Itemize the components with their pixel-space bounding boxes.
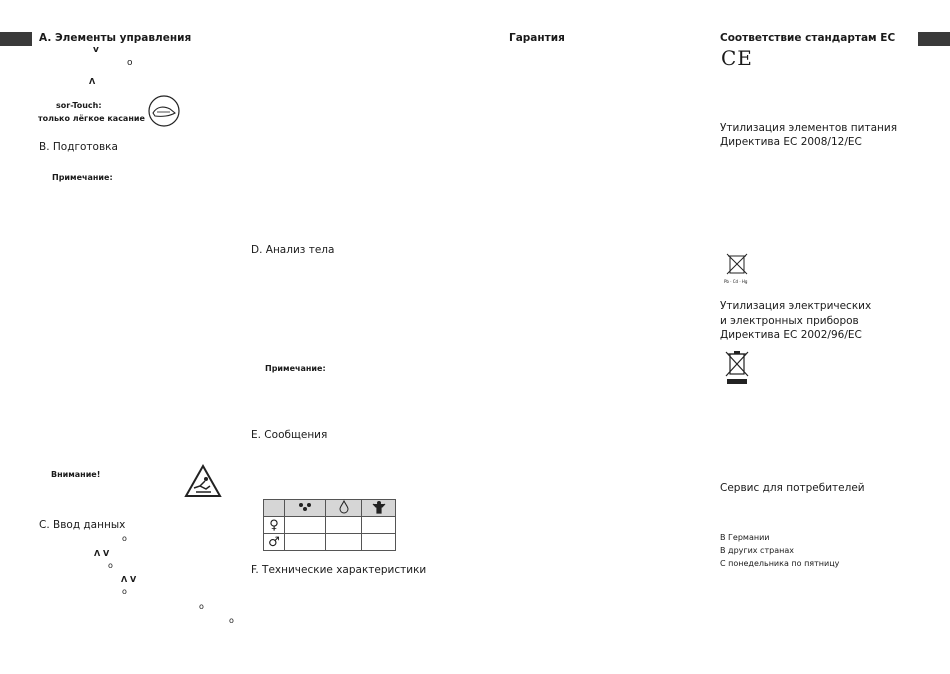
body-analysis-table xyxy=(263,499,396,551)
circle-button-icon: o xyxy=(122,534,127,543)
circle-button-icon: o xyxy=(127,58,133,68)
section-d-title: D. Анализ тела xyxy=(251,244,335,256)
muscle-icon xyxy=(362,500,396,517)
section-f-title: F. Технические характеристики xyxy=(251,564,427,576)
service-title: Сервис для потребителей xyxy=(720,482,865,494)
battery-directive: Директива ЕС 2008/12/ЕС xyxy=(720,136,862,148)
chevron-up-icon: Λ xyxy=(89,77,96,86)
fat-icon xyxy=(285,500,326,517)
ec-conformity-title: Соответствие стандартам ЕС xyxy=(720,32,896,44)
service-line-other: В других странах xyxy=(720,546,794,555)
ce-mark-icon: CE xyxy=(721,46,753,70)
circle-button-icon: o xyxy=(199,602,204,611)
up-down-arrows-icon: Λ V xyxy=(94,549,110,558)
circle-button-icon: o xyxy=(122,587,127,596)
service-line-hours: С понедельника по пятницу xyxy=(720,559,840,568)
service-line-germany: В Германии xyxy=(720,533,770,542)
section-b-note-label: Примечание: xyxy=(52,173,113,182)
table-cell xyxy=(362,534,396,551)
table-corner-cell xyxy=(264,500,285,517)
table-cell xyxy=(285,534,326,551)
table-cell xyxy=(326,517,362,534)
section-e-title: E. Сообщения xyxy=(251,429,328,441)
sensor-touch-label: sor-Touch: xyxy=(56,101,102,110)
weee-title-line1: Утилизация электрических xyxy=(720,300,872,312)
slip-warning-icon xyxy=(184,464,222,498)
section-c-title: C. Ввод данных xyxy=(39,519,126,531)
battery-bin-caption: Pb · Cd · Hg xyxy=(724,279,748,284)
touch-note: только лёгкое касание xyxy=(38,114,145,123)
warning-label: Внимание! xyxy=(51,470,101,479)
water-drop-icon xyxy=(326,500,362,517)
table-cell xyxy=(362,517,396,534)
weee-title-line3: Директива ЕС 2002/96/ЕС xyxy=(720,329,862,341)
table-cell xyxy=(285,517,326,534)
weee-title-line2: и электронных приборов xyxy=(720,315,859,327)
right-page-tab xyxy=(918,32,950,46)
finger-touch-icon xyxy=(148,95,180,127)
section-a-title: A. Элементы управления xyxy=(39,32,192,44)
warranty-title: Гарантия xyxy=(509,32,565,44)
section-b-title: B. Подготовка xyxy=(39,141,118,153)
up-down-arrows-icon: Λ V xyxy=(121,575,137,584)
battery-disposal-title: Утилизация элементов питания xyxy=(720,122,898,134)
section-d-note-label: Примечание: xyxy=(265,364,326,373)
chevron-down-icon: v xyxy=(93,45,99,55)
weee-bin-icon xyxy=(723,350,751,386)
left-page-tab xyxy=(0,32,32,46)
male-icon: ♂ xyxy=(264,534,285,551)
circle-button-icon: o xyxy=(108,561,113,570)
table-cell xyxy=(326,534,362,551)
circle-button-icon: o xyxy=(229,616,234,625)
female-icon: ♀ xyxy=(264,517,285,534)
